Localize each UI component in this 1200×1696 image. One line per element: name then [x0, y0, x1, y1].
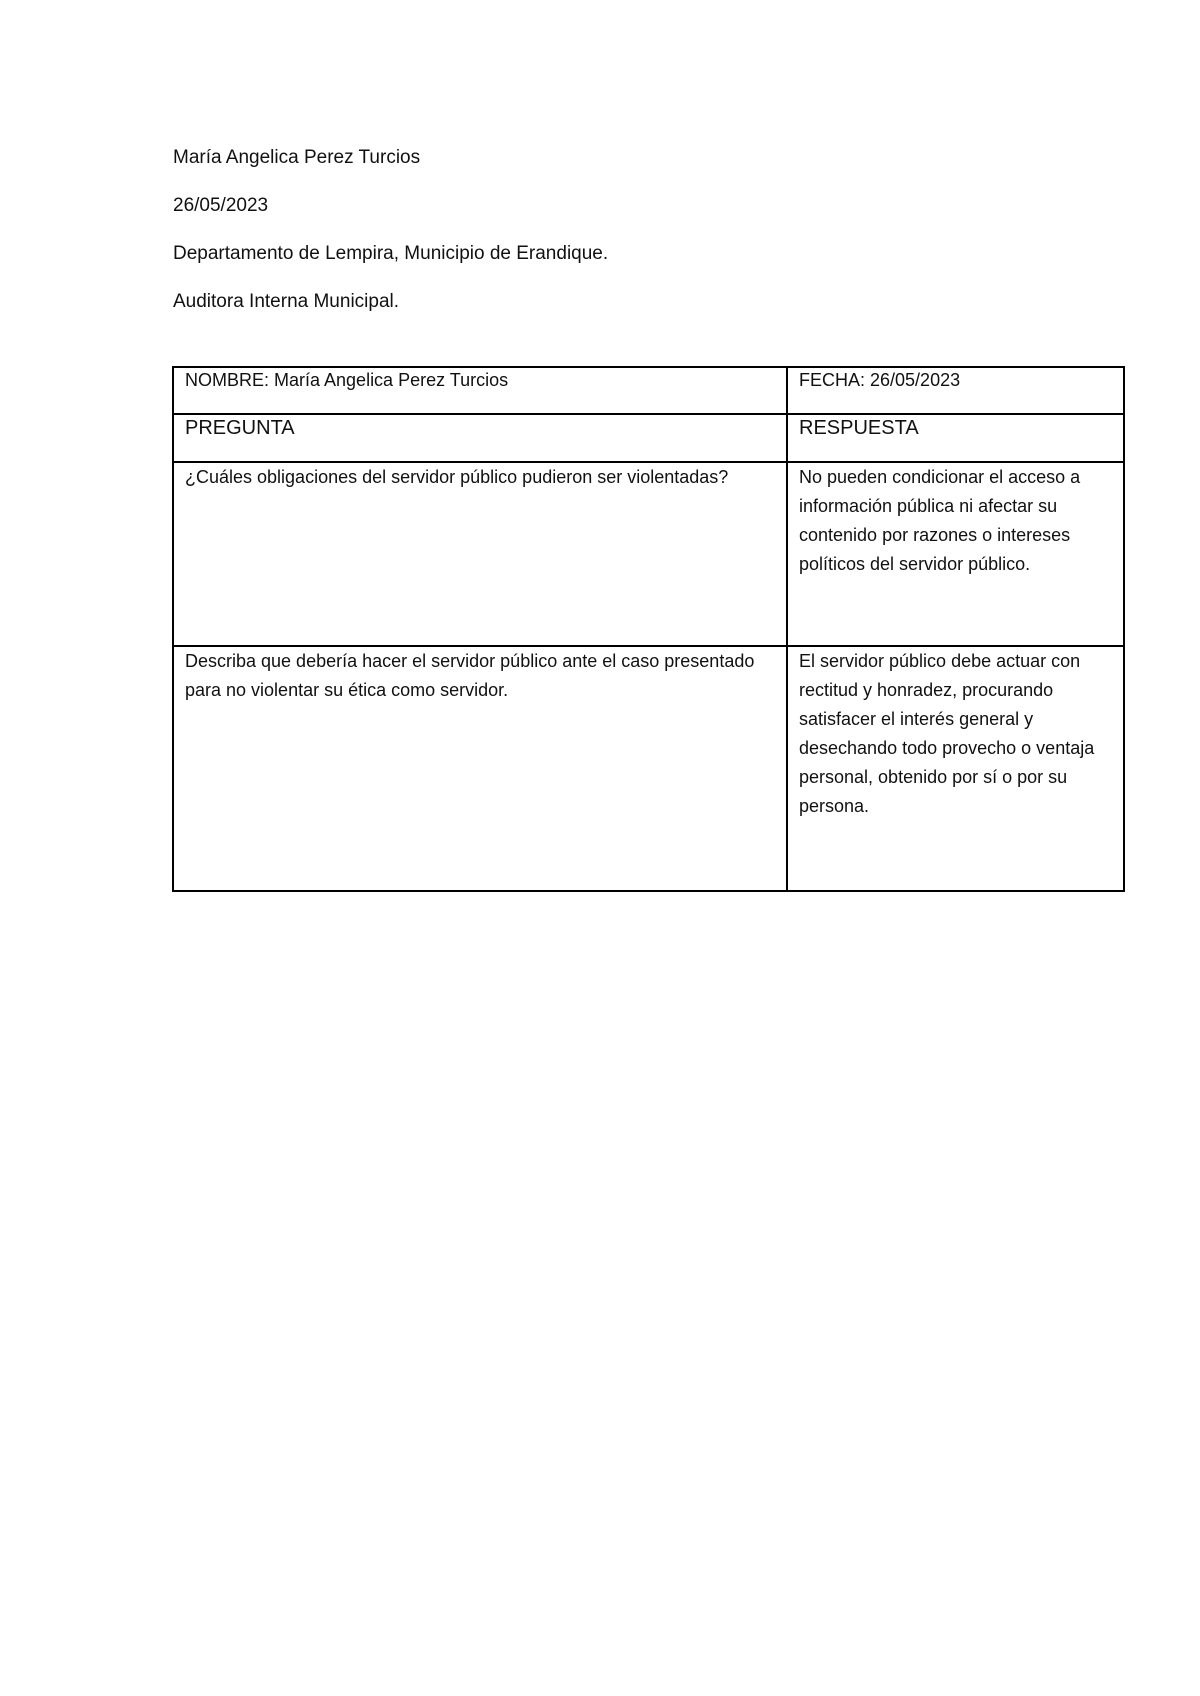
location-line: Departamento de Lempira, Municipio de Erandique.	[173, 243, 609, 264]
qa-table	[172, 366, 1125, 892]
answer-column-header: RESPUESTA	[787, 414, 1124, 462]
question-column-header: PREGUNTA	[173, 414, 787, 462]
table-info-row	[173, 367, 1124, 414]
answer-cell: No pueden condicionar el acceso a información pública ni afectar su contenido por razones o intereses políticos del servidor público.	[787, 462, 1124, 646]
author-name: María Angelica Perez Turcios	[173, 147, 421, 168]
table-row	[173, 462, 1124, 646]
question-cell: ¿Cuáles obligaciones del servidor público pudieron ser violentadas?	[173, 462, 787, 646]
name-cell: NOMBRE: María Angelica Perez Turcios	[173, 367, 787, 414]
table-row	[173, 646, 1124, 891]
question-cell: Describa que debería hacer el servidor público ante el caso presentado para no violentar su ética como servidor.	[173, 646, 787, 891]
answer-cell: El servidor público debe actuar con rectitud y honradez, procurando satisfacer el interés general y desechando todo provecho o ventaja personal, obtenido por sí o por su persona.	[787, 646, 1124, 891]
table-header-row	[173, 414, 1124, 462]
date-cell: FECHA: 26/05/2023	[787, 367, 1124, 414]
document-date: 26/05/2023	[173, 195, 269, 216]
position-line: Auditora Interna Municipal.	[173, 291, 400, 312]
